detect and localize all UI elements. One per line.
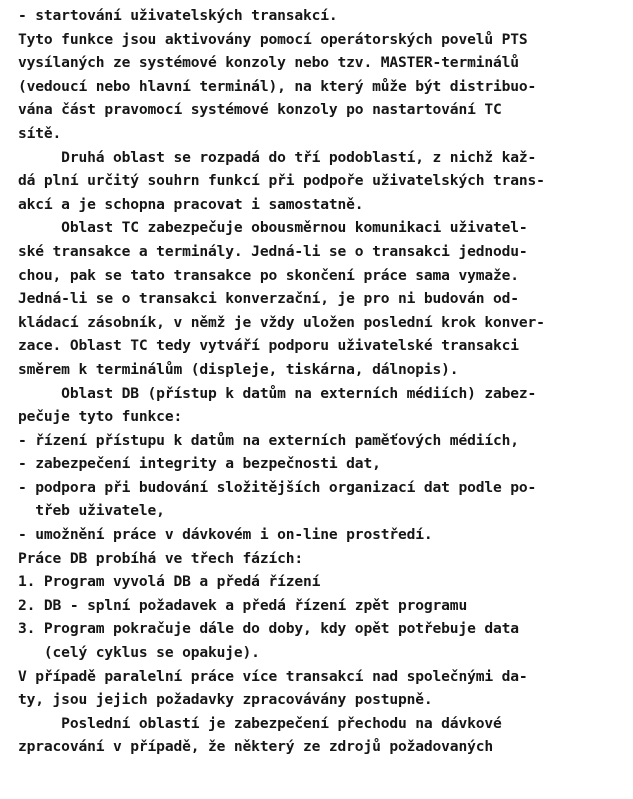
text-line: zpracování v případě, že některý ze zdrojů požadovaných [18, 738, 493, 756]
numbered-item: 2. DB - splní požadavek a předá řízení zpět programu [18, 596, 468, 614]
text-line: kládací zásobník, v němž je vždy uložen poslední krok konver- [18, 313, 545, 331]
text-line: - startování uživatelských transakcí. [18, 7, 338, 24]
text-line: akcí a je schopna pracovat i samostatně. [18, 195, 364, 213]
text-line: Jedná-li se o transakci konverzační, je pro ni budován od- [18, 290, 519, 308]
text-line: dá plní určitý souhrn funkcí při podpoře uživatelských trans- [18, 172, 545, 190]
text-line: Práce DB probíhá ve třech fázích: [18, 549, 303, 567]
numbered-item: 3. Program pokračuje dále do doby, kdy opět potřebuje data [18, 620, 519, 638]
typewritten-page [18, 4, 630, 799]
list-item-continuation: třeb uživatele, [18, 502, 165, 520]
list-item: - řízení přístupu k datům na externích paměťových médiích, [18, 431, 519, 449]
text-line: zace. Oblast TC tedy vytváří podporu uživatelské transakci [18, 337, 519, 355]
list-item: - podpora při budování složitějších organizací dat podle po- [18, 478, 537, 496]
text-line: ské transakce a terminály. Jedná-li se o transakci jednodu- [18, 242, 528, 260]
text-line: vána část pravomocí systémové konzoly po nastartování TC [18, 101, 502, 119]
list-item: - zabezpečení integrity a bezpečnosti dat, [18, 455, 381, 473]
text-line: ty, jsou jejich požadavky zpracovávány postupně. [18, 691, 433, 709]
text-line: pečuje tyto funkce: [18, 408, 183, 426]
numbered-item-continuation: (celý cyklus se opakuje). [18, 644, 260, 662]
text-line: V případě paralelní práce více transakcí nad společnými da- [18, 667, 528, 685]
text-line: Tyto funkce jsou aktivovány pomocí operátorských povelů PTS [18, 30, 528, 48]
text-line: (vedoucí nebo hlavní terminál), na který může být distribuo- [18, 77, 537, 95]
numbered-item: 1. Program vyvolá DB a předá řízení [18, 573, 321, 591]
text-line: chou, pak se tato transakce po skončení práce sama vymaže. [18, 266, 519, 284]
paragraph-start: Oblast TC zabezpečuje obousměrnou komunikaci uživatel- [18, 219, 528, 237]
text-line: směrem k terminálům (displeje, tiskárna, dálnopis). [18, 360, 459, 378]
paragraph-start: Oblast DB (přístup k datům na externích médiích) zabez- [18, 384, 537, 402]
paragraph-start: Poslední oblastí je zabezpečení přechodu na dávkové [18, 714, 502, 732]
paragraph-start: Druhá oblast se rozpadá do tří podoblastí, z nichž kaž- [18, 148, 537, 166]
text-line: vysílaných ze systémové konzoly nebo tzv. MASTER-terminálů [18, 54, 519, 72]
list-item: - umožnění práce v dávkovém i on-line prostředí. [18, 526, 433, 544]
text-line: sítě. [18, 124, 62, 142]
